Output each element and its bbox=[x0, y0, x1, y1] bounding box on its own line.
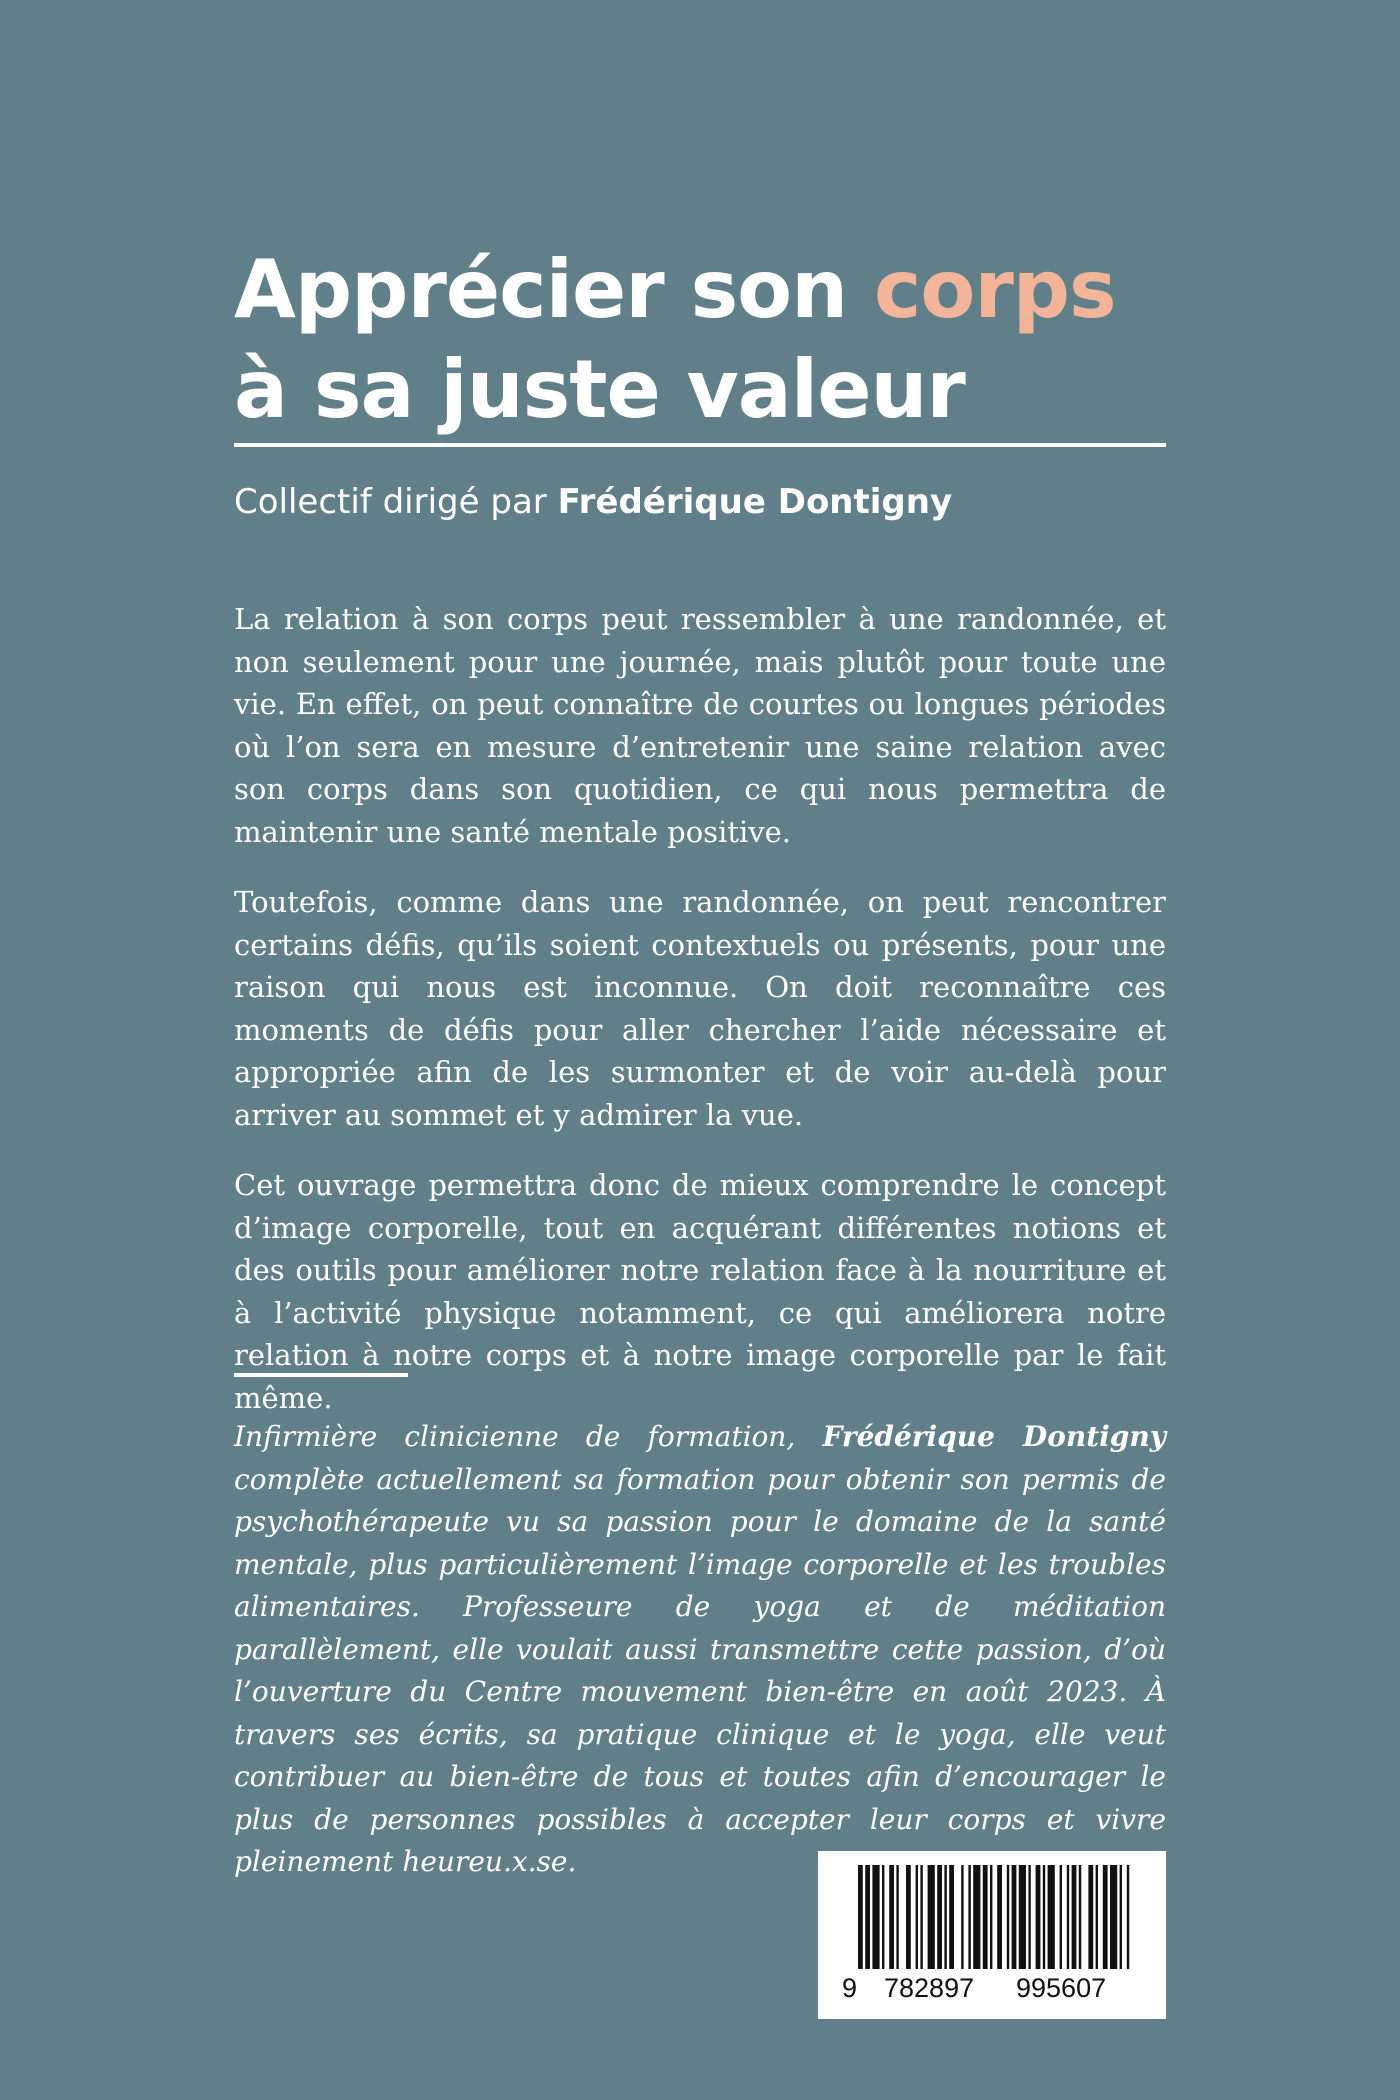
barcode-bar bbox=[872, 1865, 879, 1969]
bio-intro: Infirmière clinicienne de formation, bbox=[234, 1420, 823, 1453]
isbn-barcode bbox=[818, 1851, 1166, 2019]
byline-author: Frédérique Dontigny bbox=[557, 482, 953, 522]
barcode-bar bbox=[1019, 1865, 1026, 1969]
barcode-bar bbox=[1036, 1865, 1041, 1969]
barcode-bar bbox=[968, 1865, 970, 1969]
barcode-bars bbox=[832, 1865, 1152, 1973]
barcode-bar bbox=[973, 1865, 980, 1969]
section-divider bbox=[234, 1373, 408, 1377]
barcode-bar bbox=[1079, 1865, 1081, 1969]
barcode-bar bbox=[1048, 1865, 1055, 1969]
barcode-bar bbox=[896, 1865, 898, 1969]
barcode-bar bbox=[928, 1865, 935, 1969]
barcode-bar bbox=[997, 1865, 1002, 1969]
barcode-bar bbox=[1127, 1865, 1129, 1969]
barcode-bar bbox=[1012, 1865, 1017, 1969]
byline-prefix: Collectif dirigé par bbox=[234, 482, 558, 522]
barcode-bar bbox=[1007, 1865, 1009, 1969]
barcode-bar bbox=[882, 1865, 884, 1969]
barcode-bar bbox=[937, 1865, 942, 1969]
barcode-bar bbox=[944, 1865, 946, 1969]
byline bbox=[234, 478, 1174, 526]
blurb-paragraph: La relation à son corps peut ressembler à une randonnée, et non seulement pour une journée, mais plutôt pour toute une vie. En effet, on peut connaître de courtes ou longues périodes où l’on sera en mesure d’entretenir une saine relation avec son corps dans son quotidien, ce qui nous permettra de maintenir une santé mentale positive. bbox=[234, 602, 1166, 849]
blurb-paragraph: Cet ouvrage permettra donc de mieux comprendre le concept d’image corporelle, tout en acquérant différentes notions et des outils pour améliorer notre relation face à la nourriture et à l’activité physique notamment, ce qui améliorera notre relation à notre corps et à notre image corporelle par le fait même. bbox=[234, 1168, 1166, 1415]
barcode-bar bbox=[916, 1865, 918, 1969]
barcode-bar bbox=[906, 1865, 911, 1969]
barcode-bar bbox=[1096, 1865, 1098, 1969]
barcode-bar bbox=[858, 1865, 863, 1969]
barcode-bar bbox=[961, 1865, 963, 1969]
barcode-bar bbox=[1088, 1865, 1093, 1969]
blurb bbox=[234, 598, 1166, 1447]
barcode-bar bbox=[1120, 1865, 1122, 1969]
isbn-left-group: 782897 bbox=[884, 1973, 975, 2003]
author-bio bbox=[234, 1416, 1166, 1884]
isbn-first-digit: 9 bbox=[842, 1973, 858, 2003]
barcode-bar bbox=[1072, 1865, 1077, 1969]
barcode-bar bbox=[990, 1865, 992, 1969]
title-accent-word: corps bbox=[873, 243, 1116, 336]
bio-text: complète actuellement sa formation pour obtenir son permis de psychothérapeute vu sa passion pour le domaine de la santé mentale, plus particulièrement l’image corporelle et les troubles alimentaires. Professeure de yoga et de méditation parallèlement, elle voulait aussi transmettre cette passion, d’où l’ouverture du Centre mouvement bien-être en août 2023. À travers ses écrits, sa pratique clinique et le yoga, elle veut contribuer au bien-être de tous et toutes afin d’encourager le plus de personnes possibles à accepter leur corps et vivre pleinement heureu.x.se. bbox=[234, 1462, 1166, 1878]
title-line1-prefix: Apprécier son bbox=[234, 243, 874, 336]
barcode-bar bbox=[949, 1865, 954, 1969]
bio-author-name: Frédérique Dontigny bbox=[822, 1420, 1166, 1453]
barcode-bar bbox=[1110, 1865, 1117, 1969]
barcode-bar bbox=[1028, 1865, 1030, 1969]
barcode-bar bbox=[889, 1865, 894, 1969]
title-line2: à sa juste valeur bbox=[234, 343, 965, 436]
isbn-number bbox=[842, 1973, 1106, 2004]
barcode-bar bbox=[1060, 1865, 1062, 1969]
barcode-bar bbox=[1043, 1865, 1045, 1969]
barcode-bar bbox=[865, 1865, 870, 1969]
barcode-bar bbox=[1103, 1865, 1108, 1969]
title-divider bbox=[234, 443, 1166, 447]
isbn-right-group: 995607 bbox=[1016, 1973, 1107, 2003]
barcode-bar bbox=[920, 1865, 922, 1969]
blurb-paragraph: Toutefois, comme dans une randonnée, on peut rencontrer certains défis, qu’ils soient contextuels ou présents, pour une raison qui nous est inconnue. On doit reconnaître ces moments de défis pour aller chercher l’aide nécessaire et appropriée afin de les surmonter et de voir au-delà pour arriver au sommet et y admirer la vue. bbox=[234, 885, 1166, 1132]
barcode-bar bbox=[1067, 1865, 1069, 1969]
book-title bbox=[234, 240, 1174, 440]
barcode-bar bbox=[983, 1865, 988, 1969]
